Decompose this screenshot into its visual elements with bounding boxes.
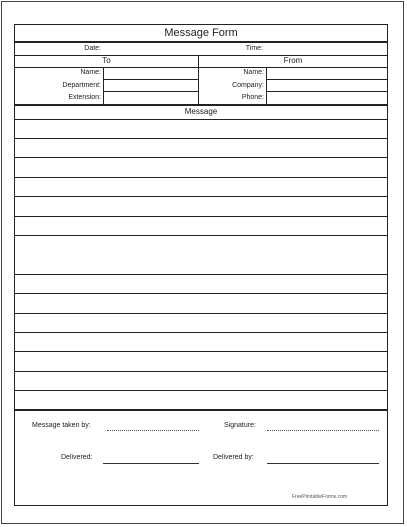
- from-row-divider-2: [266, 91, 388, 92]
- message-heading: Message: [184, 107, 218, 116]
- signature-line[interactable]: [267, 430, 379, 431]
- message-taken-line[interactable]: [107, 430, 199, 431]
- message-line: [15, 157, 387, 158]
- to-department-label: Department:: [62, 82, 101, 89]
- to-label-divider: [103, 67, 104, 105]
- message-line: [15, 138, 387, 139]
- message-line: [15, 177, 387, 178]
- from-company-label: Company:: [232, 82, 264, 89]
- time-label: Time:: [245, 45, 263, 52]
- to-from-bottom-divider: [15, 104, 387, 106]
- message-line: [15, 390, 387, 391]
- message-bottom-divider: [15, 409, 387, 411]
- date-label: Date:: [84, 45, 101, 52]
- footer-note: FreePrintableForms.com: [292, 494, 348, 500]
- message-heading-divider: [15, 119, 387, 120]
- message-line: [15, 293, 387, 294]
- to-heading: To: [102, 56, 111, 65]
- message-taken-label: Message taken by:: [32, 422, 91, 429]
- message-line: [15, 332, 387, 333]
- message-line: [15, 371, 387, 372]
- message-form: [14, 24, 388, 506]
- to-name-label: Name:: [80, 69, 101, 76]
- to-extension-label: Extension:: [68, 94, 101, 101]
- message-line: [15, 216, 387, 217]
- to-from-header-divider: [15, 67, 387, 68]
- signature-label: Signature:: [224, 422, 256, 429]
- from-phone-label: Phone:: [241, 94, 264, 101]
- from-row-divider-1: [266, 79, 388, 80]
- message-line: [15, 196, 387, 197]
- delivered-label: Delivered:: [61, 454, 93, 461]
- title-divider: [15, 41, 387, 43]
- delivered-by-line[interactable]: [267, 463, 379, 464]
- message-line: [15, 235, 387, 236]
- delivered-line[interactable]: [103, 463, 199, 464]
- from-heading: From: [283, 56, 303, 65]
- message-line: [15, 274, 387, 275]
- from-label-divider: [266, 67, 267, 105]
- from-name-label: Name:: [243, 69, 264, 76]
- message-line: [15, 313, 387, 314]
- form-title: Message Form: [164, 27, 238, 39]
- message-line: [15, 351, 387, 352]
- to-row-divider-1: [103, 79, 198, 80]
- to-row-divider-2: [103, 91, 198, 92]
- delivered-by-label: Delivered by:: [213, 454, 254, 461]
